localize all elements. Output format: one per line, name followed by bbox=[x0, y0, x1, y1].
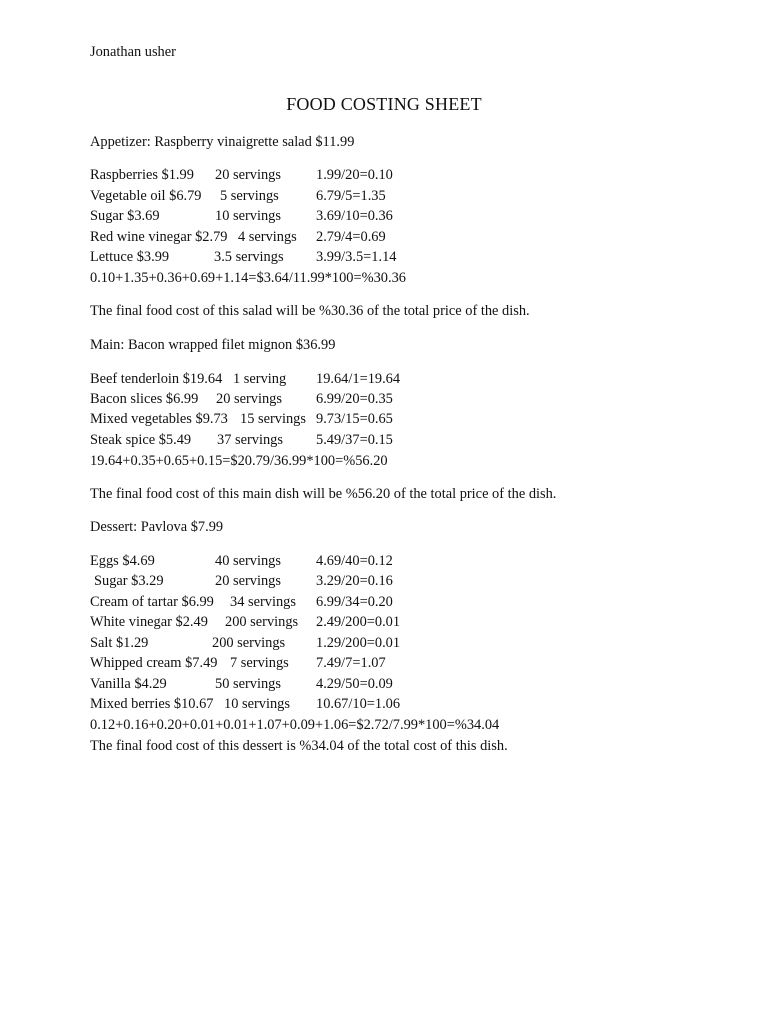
servings: 10 servings bbox=[215, 208, 281, 224]
servings: 15 servings bbox=[240, 411, 306, 427]
cost-per-serving: 4.29/50=0.09 bbox=[316, 676, 393, 692]
ingredient-cost: Sugar $3.69 bbox=[90, 208, 160, 224]
ingredient-cost: Red wine vinegar $2.79 bbox=[90, 229, 228, 245]
ingredient-cost: Mixed berries $10.67 bbox=[90, 696, 214, 712]
servings: 200 servings bbox=[225, 614, 299, 630]
ingredient-cost: Bacon slices $6.99 bbox=[90, 391, 199, 407]
servings: 50 servings bbox=[215, 676, 281, 692]
servings: 20 servings bbox=[215, 167, 281, 183]
servings: 34 servings bbox=[230, 594, 296, 610]
servings: 5 servings bbox=[220, 188, 279, 204]
cost-per-serving: 5.49/37=0.15 bbox=[316, 432, 393, 448]
cost-per-serving: 10.67/10=1.06 bbox=[316, 696, 401, 712]
cost-per-serving: 7.49/7=1.07 bbox=[316, 655, 386, 671]
servings: 3.5 servings bbox=[214, 249, 284, 265]
cost-per-serving: 4.69/40=0.12 bbox=[316, 553, 393, 569]
cost-per-serving: 1.29/200=0.01 bbox=[316, 635, 401, 651]
servings: 20 servings bbox=[215, 573, 281, 589]
servings: 10 servings bbox=[224, 696, 290, 712]
ingredient-cost: Raspberries $1.99 bbox=[90, 167, 194, 183]
ingredient-cost: Salt $1.29 bbox=[90, 635, 149, 651]
author-name: Jonathan usher bbox=[90, 44, 176, 60]
servings: 200 servings bbox=[212, 635, 286, 651]
servings: 20 servings bbox=[216, 391, 282, 407]
servings: 1 serving bbox=[233, 371, 287, 387]
ingredient-cost: Vegetable oil $6.79 bbox=[90, 188, 202, 204]
main-conclusion: The final food cost of this main dish will be %56.20 of the total price of the dish. bbox=[90, 486, 557, 502]
cost-per-serving: 3.69/10=0.36 bbox=[316, 208, 393, 224]
main-total: 19.64+0.35+0.65+0.15=$20.79/36.99*100=%56.20 bbox=[90, 453, 388, 469]
cost-per-serving: 2.79/4=0.69 bbox=[316, 229, 386, 245]
cost-per-serving: 3.29/20=0.16 bbox=[316, 573, 393, 589]
cost-per-serving: 3.99/3.5=1.14 bbox=[316, 249, 397, 265]
dessert-heading: Dessert: Pavlova $7.99 bbox=[90, 519, 224, 535]
document-title: FOOD COSTING SHEET bbox=[286, 94, 482, 114]
ingredient-cost: Eggs $4.69 bbox=[90, 553, 155, 569]
dessert-conclusion: The final food cost of this dessert is %34.04 of the total cost of this dish. bbox=[90, 738, 508, 754]
dessert-total: 0.12+0.16+0.20+0.01+0.01+1.07+0.09+1.06=$2.72/7.99*100=%34.04 bbox=[90, 717, 500, 733]
cost-per-serving: 6.99/34=0.20 bbox=[316, 594, 393, 610]
ingredient-cost: Whipped cream $7.49 bbox=[90, 655, 218, 671]
cost-per-serving: 9.73/15=0.65 bbox=[316, 411, 393, 427]
main-heading: Main: Bacon wrapped filet mignon $36.99 bbox=[90, 337, 336, 353]
cost-per-serving: 6.79/5=1.35 bbox=[316, 188, 386, 204]
ingredient-cost: Sugar $3.29 bbox=[94, 573, 164, 589]
appetizer-conclusion: The final food cost of this salad will be %30.36 of the total price of the dish. bbox=[90, 303, 530, 319]
ingredient-cost: Cream of tartar $6.99 bbox=[90, 594, 214, 610]
cost-per-serving: 6.99/20=0.35 bbox=[316, 391, 393, 407]
appetizer-total: 0.10+1.35+0.36+0.69+1.14=$3.64/11.99*100=%30.36 bbox=[90, 270, 406, 286]
servings: 40 servings bbox=[215, 553, 281, 569]
ingredient-cost: Mixed vegetables $9.73 bbox=[90, 411, 228, 427]
appetizer-heading: Appetizer: Raspberry vinaigrette salad $11.99 bbox=[90, 134, 355, 150]
ingredient-cost: Vanilla $4.29 bbox=[90, 676, 167, 692]
servings: 7 servings bbox=[230, 655, 289, 671]
ingredient-cost: Beef tenderloin $19.64 bbox=[90, 371, 223, 387]
cost-per-serving: 2.49/200=0.01 bbox=[316, 614, 401, 630]
ingredient-cost: Steak spice $5.49 bbox=[90, 432, 192, 448]
servings: 4 servings bbox=[238, 229, 297, 245]
ingredient-cost: Lettuce $3.99 bbox=[90, 249, 170, 265]
ingredient-cost: White vinegar $2.49 bbox=[90, 614, 208, 630]
servings: 37 servings bbox=[217, 432, 283, 448]
cost-per-serving: 19.64/1=19.64 bbox=[316, 371, 401, 387]
cost-per-serving: 1.99/20=0.10 bbox=[316, 167, 393, 183]
